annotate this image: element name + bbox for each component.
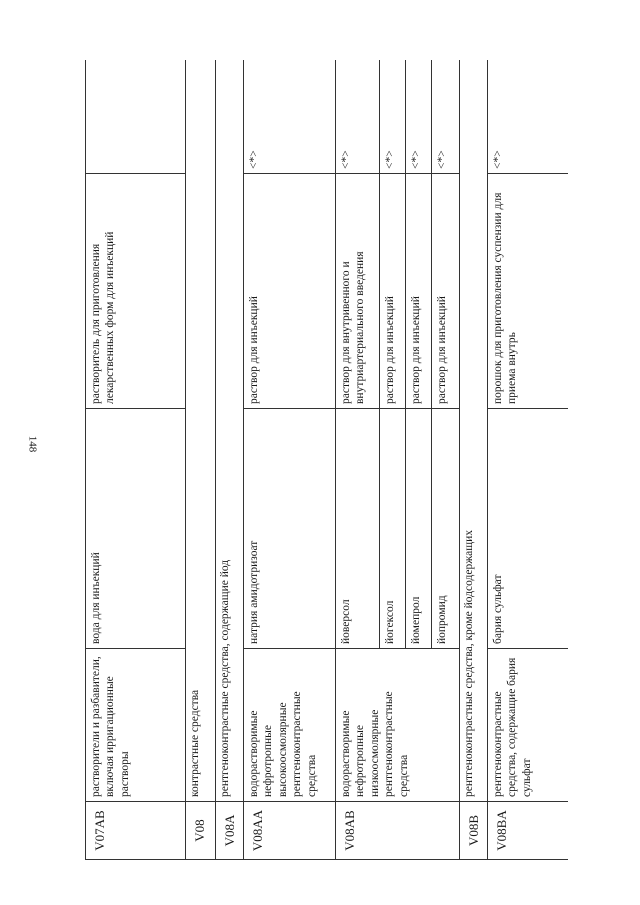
atc-group-name: водорастворимые нефротропные высокоосмолярные рентгеноконтрастные средства <box>244 649 336 802</box>
dosage-form: раствор для инъекций <box>244 174 336 409</box>
drug-name: йомепрол <box>406 409 432 649</box>
mark: <*> <box>432 60 460 174</box>
atc-group-name: рентгеноконтрастные средства, содержащие бария сульфат <box>488 649 569 802</box>
mark: <*> <box>406 60 432 174</box>
atc-code: V08A <box>216 802 244 860</box>
dosage-form: раствор для внутривенного и внутриартериального введения <box>336 174 380 409</box>
dosage-form: растворитель для приготовления лекарственных форм для инъекций <box>86 174 186 409</box>
table-row <box>244 60 336 860</box>
dosage-form: порошок для приготовления суспензии для приема внутрь <box>488 174 569 409</box>
atc-code: V08 <box>186 802 216 860</box>
dosage-form: раствор для инъекций <box>406 174 432 409</box>
rotated-table-area <box>85 60 568 860</box>
table-rotator <box>85 60 568 860</box>
mark: <*> <box>244 60 336 174</box>
mark: <*> <box>488 60 569 174</box>
drug-name: йопромид <box>432 409 460 649</box>
atc-code: V07AB <box>86 802 186 860</box>
atc-group-name: рентгеноконтрастные средства, содержащие йод <box>216 60 244 802</box>
atc-code: V08B <box>460 802 488 860</box>
atc-group-name: рентгеноконтрастные средства, кроме йодсодержащих <box>460 60 488 802</box>
atc-code: V08BA <box>488 802 569 860</box>
atc-code: V08AB <box>336 802 460 860</box>
table-row <box>216 60 244 860</box>
mark: <*> <box>380 60 406 174</box>
dosage-form: раствор для инъекций <box>380 174 406 409</box>
atc-group-name: контрастные средства <box>186 60 216 802</box>
table-row <box>86 60 186 860</box>
drug-name: вода для инъекций <box>86 409 186 649</box>
drug-name: бария сульфат <box>488 409 569 649</box>
atc-group-name: водорастворимые нефротропные низкоосмолярные рентгеноконтрастные средства <box>336 649 460 802</box>
atc-group-name: растворители и разбавители, включая ирригационные растворы <box>86 649 186 802</box>
page-number: 148 <box>26 435 39 453</box>
atc-code: V08AA <box>244 802 336 860</box>
table-row <box>186 60 216 860</box>
dosage-form: раствор для инъекций <box>432 174 460 409</box>
table-row <box>336 60 380 860</box>
mark <box>86 60 186 174</box>
table-row <box>460 60 488 860</box>
table-row <box>488 60 569 860</box>
drug-name: натрия амидотризоат <box>244 409 336 649</box>
mark: <*> <box>336 60 380 174</box>
drug-name: йогексол <box>380 409 406 649</box>
drug-name: йоверсол <box>336 409 380 649</box>
drug-classification-table <box>85 60 568 860</box>
